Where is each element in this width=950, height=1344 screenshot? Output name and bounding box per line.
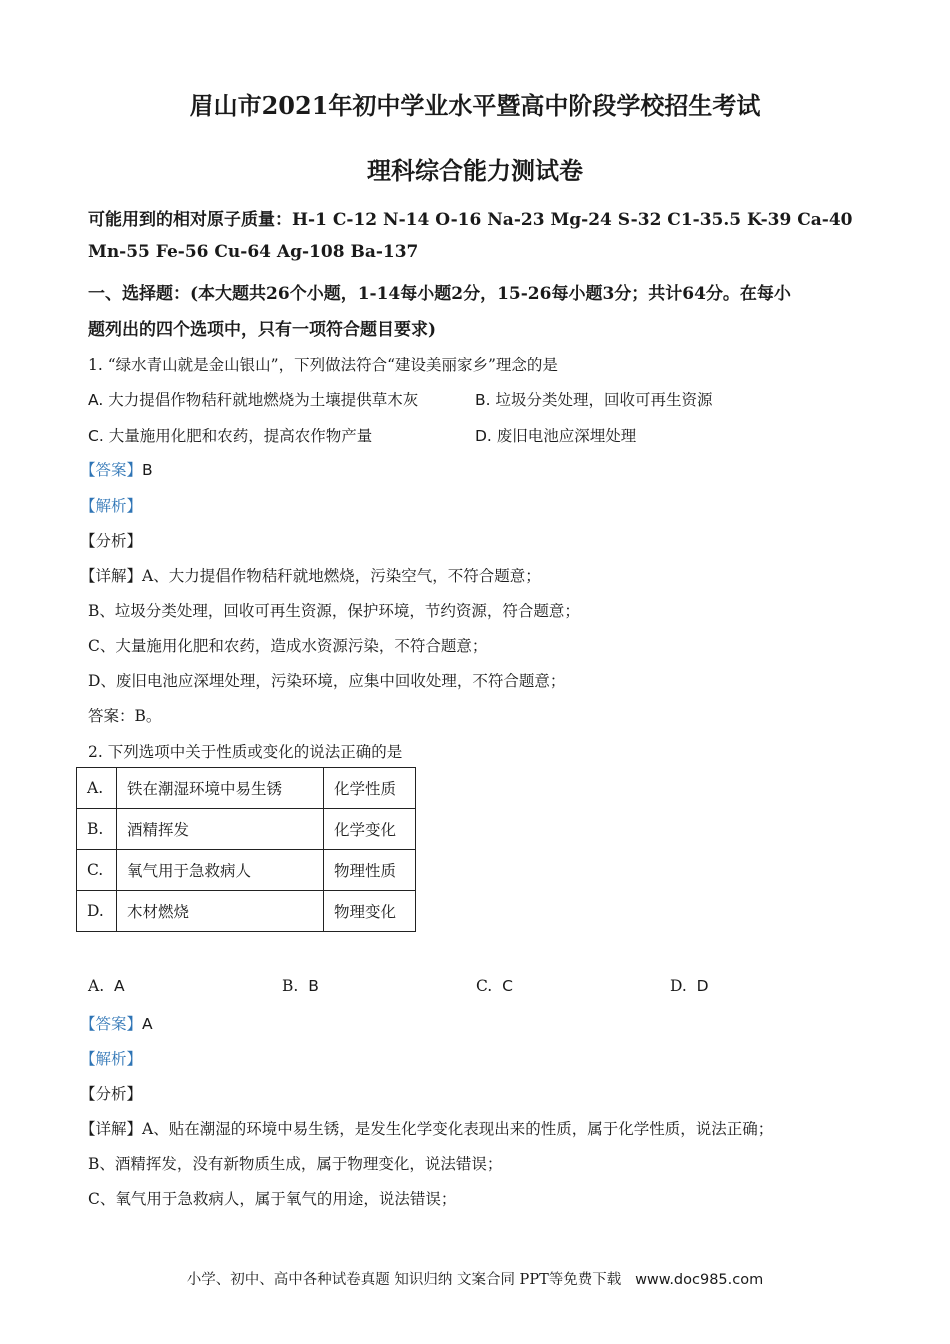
q2-choice-a: [88, 977, 125, 995]
q1-detail-3: C、大量施用化肥和农药，造成水资源污染，不符合题意；: [88, 637, 488, 655]
q1-stem: 1. “绿水青山就是金山银山”，下列做法符合“建设美丽家乡”理念的是: [88, 356, 558, 374]
q2-table: [76, 767, 416, 932]
option-text: 大力提倡作物秸秆就地燃烧为土壤提供草木灰: [108, 391, 419, 409]
q1-detail-4: D、废旧电池应深埋处理，污染环境，应集中回收处理，不符合题意；: [88, 672, 566, 690]
q2-choice-d: [670, 977, 709, 995]
page-footer: [0, 1268, 950, 1289]
q1-fenxi: 【分析】: [80, 532, 143, 550]
q1-option-c: [88, 424, 372, 446]
q2-detail-2: B、酒精挥发，没有新物质生成，属于物理变化，说法错误；: [88, 1155, 503, 1173]
option-letter: C.: [88, 427, 109, 445]
q2-fenxi: 【分析】: [80, 1085, 143, 1103]
option-letter: B.: [475, 391, 496, 409]
option-letter: D.: [475, 427, 497, 445]
footer-link[interactable]: www.doc985.com: [635, 1272, 764, 1288]
table-cell: 木材燃烧: [117, 891, 324, 932]
table-cell: 化学变化: [324, 809, 416, 850]
q2-analysis-tag: 【解析】: [80, 1050, 143, 1068]
option-letter: A.: [88, 391, 109, 409]
choice-letter: A.: [88, 977, 105, 995]
q2-answer: [80, 1012, 153, 1034]
option-text: 废旧电池应深埋处理: [496, 427, 637, 445]
table-row: [77, 891, 416, 932]
table-cell: 铁在潮湿环境中易生锈: [117, 768, 324, 809]
table-cell: 物理变化: [324, 891, 416, 932]
q1-detail-2: B、垃圾分类处理，回收可再生资源，保护环境，节约资源，符合题意；: [88, 602, 580, 620]
choice-text: C: [502, 977, 513, 995]
table-cell: D.: [77, 891, 117, 932]
choice-letter: C.: [476, 977, 493, 995]
q2-detail-1: 【详解】A、贴在潮湿的环境中易生锈，是发生化学变化表现出来的性质，属于化学性质，说法正确；: [80, 1120, 774, 1138]
q1-option-a: [88, 388, 418, 410]
table-cell: 酒精挥发: [117, 809, 324, 850]
table-row: [77, 768, 416, 809]
table-row: [77, 850, 416, 891]
section-heading-line-1: 一、选择题：(本大题共26个小题，1-14每小题2分，15-26每小题3分；共计64分。在每小: [88, 284, 791, 304]
q2-stem: 2. 下列选项中关于性质或变化的说法正确的是: [88, 743, 403, 761]
q1-detail-1: 【详解】A、大力提倡作物秸秆就地燃烧，污染空气，不符合题意；: [80, 567, 541, 585]
atomic-mass-line-1: 可能用到的相对原子质量：H-1 C-12 N-14 O-16 Na-23 Mg-24 S-32 C1-35.5 K-39 Ca-40: [88, 210, 853, 230]
q2-choice-c: [476, 977, 513, 995]
answer-value: A: [142, 1015, 153, 1033]
table-cell: A.: [77, 768, 117, 809]
table-row: [77, 809, 416, 850]
choice-text: D: [696, 977, 709, 995]
choice-letter: D.: [670, 977, 687, 995]
table-cell: 氧气用于急救病人: [117, 850, 324, 891]
q1-option-d: [475, 424, 636, 446]
table-cell: 物理性质: [324, 850, 416, 891]
section-heading-line-2: 题列出的四个选项中，只有一项符合题目要求): [88, 320, 437, 340]
q1-analysis-tag: 【解析】: [80, 497, 143, 515]
footer-text: 小学、初中、高中各种试卷真题 知识归纳 文案合同 PPT等免费下载: [186, 1272, 622, 1288]
answer-value: B: [142, 461, 153, 479]
table-cell: 化学性质: [324, 768, 416, 809]
q1-answer: [80, 458, 153, 480]
q2-detail-3: C、氧气用于急救病人，属于氧气的用途，说法错误；: [88, 1190, 457, 1208]
answer-tag: 【答案】: [80, 461, 143, 479]
table-cell: B.: [77, 809, 117, 850]
answer-tag: 【答案】: [80, 1015, 143, 1033]
exam-title: 眉山市2021年初中学业水平暨高中阶段学校招生考试: [189, 91, 761, 120]
choice-text: B: [308, 977, 319, 995]
atomic-mass-line-2: Mn-55 Fe-56 Cu-64 Ag-108 Ba-137: [88, 242, 419, 262]
option-text: 大量施用化肥和农药，提高农作物产量: [108, 427, 373, 445]
choice-text: A: [113, 977, 125, 995]
option-text: 垃圾分类处理，回收可再生资源: [495, 391, 713, 409]
q2-choice-b: [282, 977, 319, 995]
q1-detail-5: 答案：B。: [88, 707, 162, 725]
table-cell: C.: [77, 850, 117, 891]
exam-subtitle: 理科综合能力测试卷: [367, 156, 583, 185]
choice-letter: B.: [282, 977, 299, 995]
q1-option-b: [475, 388, 713, 410]
